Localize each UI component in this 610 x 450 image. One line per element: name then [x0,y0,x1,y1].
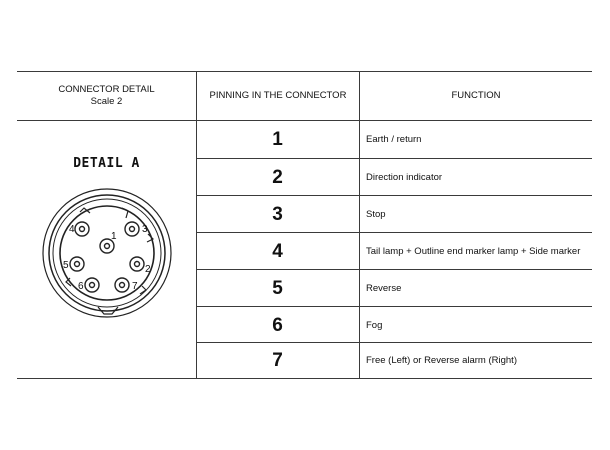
pin-number: 3 [272,203,283,225]
header-connector-detail [17,72,196,120]
table-row [196,121,592,158]
connector-pin-label: 1 [111,231,117,242]
connector-pin-label: 7 [132,281,138,292]
pin-number: 7 [272,349,283,371]
header-connector-detail-scale: Scale 2 [90,96,123,107]
pin-number: 1 [272,128,283,150]
pin-function: Free (Left) or Reverse alarm (Right) [366,355,517,366]
pin-number: 6 [272,314,283,336]
connector-pin-label: 4 [69,224,75,235]
table-row [196,270,592,307]
table-row [196,196,592,233]
pin-number: 4 [272,240,283,262]
pin-function: Direction indicator [366,172,443,183]
pin-function: Earth / return [366,134,422,145]
connector-drawing [40,186,175,321]
connector-pin-label: 6 [78,281,84,292]
pin-function: Tail lamp + Outline end marker lamp + Side marker [366,246,581,257]
table-row [196,342,592,379]
detail-label: DETAIL A [73,156,140,171]
header-connector-detail-title: CONNECTOR DETAIL [58,84,155,95]
connector-pin-label: 5 [63,260,69,271]
table-row [196,159,592,196]
connector-pin-label: 2 [145,264,151,275]
pin-function: Stop [366,209,386,220]
table-row [196,307,592,344]
pin-function: Fog [366,320,383,331]
header-function-label: FUNCTION [451,90,501,101]
header-pinning [197,72,359,120]
connector-pin-label: 3 [142,224,148,235]
pin-number: 2 [272,166,283,188]
pinning-table [17,71,592,379]
table-row [196,233,592,270]
pin-number: 5 [272,277,283,299]
pin-function: Reverse [366,283,402,294]
header-function [360,72,592,120]
header-pinning-label: PINNING IN THE CONNECTOR [209,90,347,101]
